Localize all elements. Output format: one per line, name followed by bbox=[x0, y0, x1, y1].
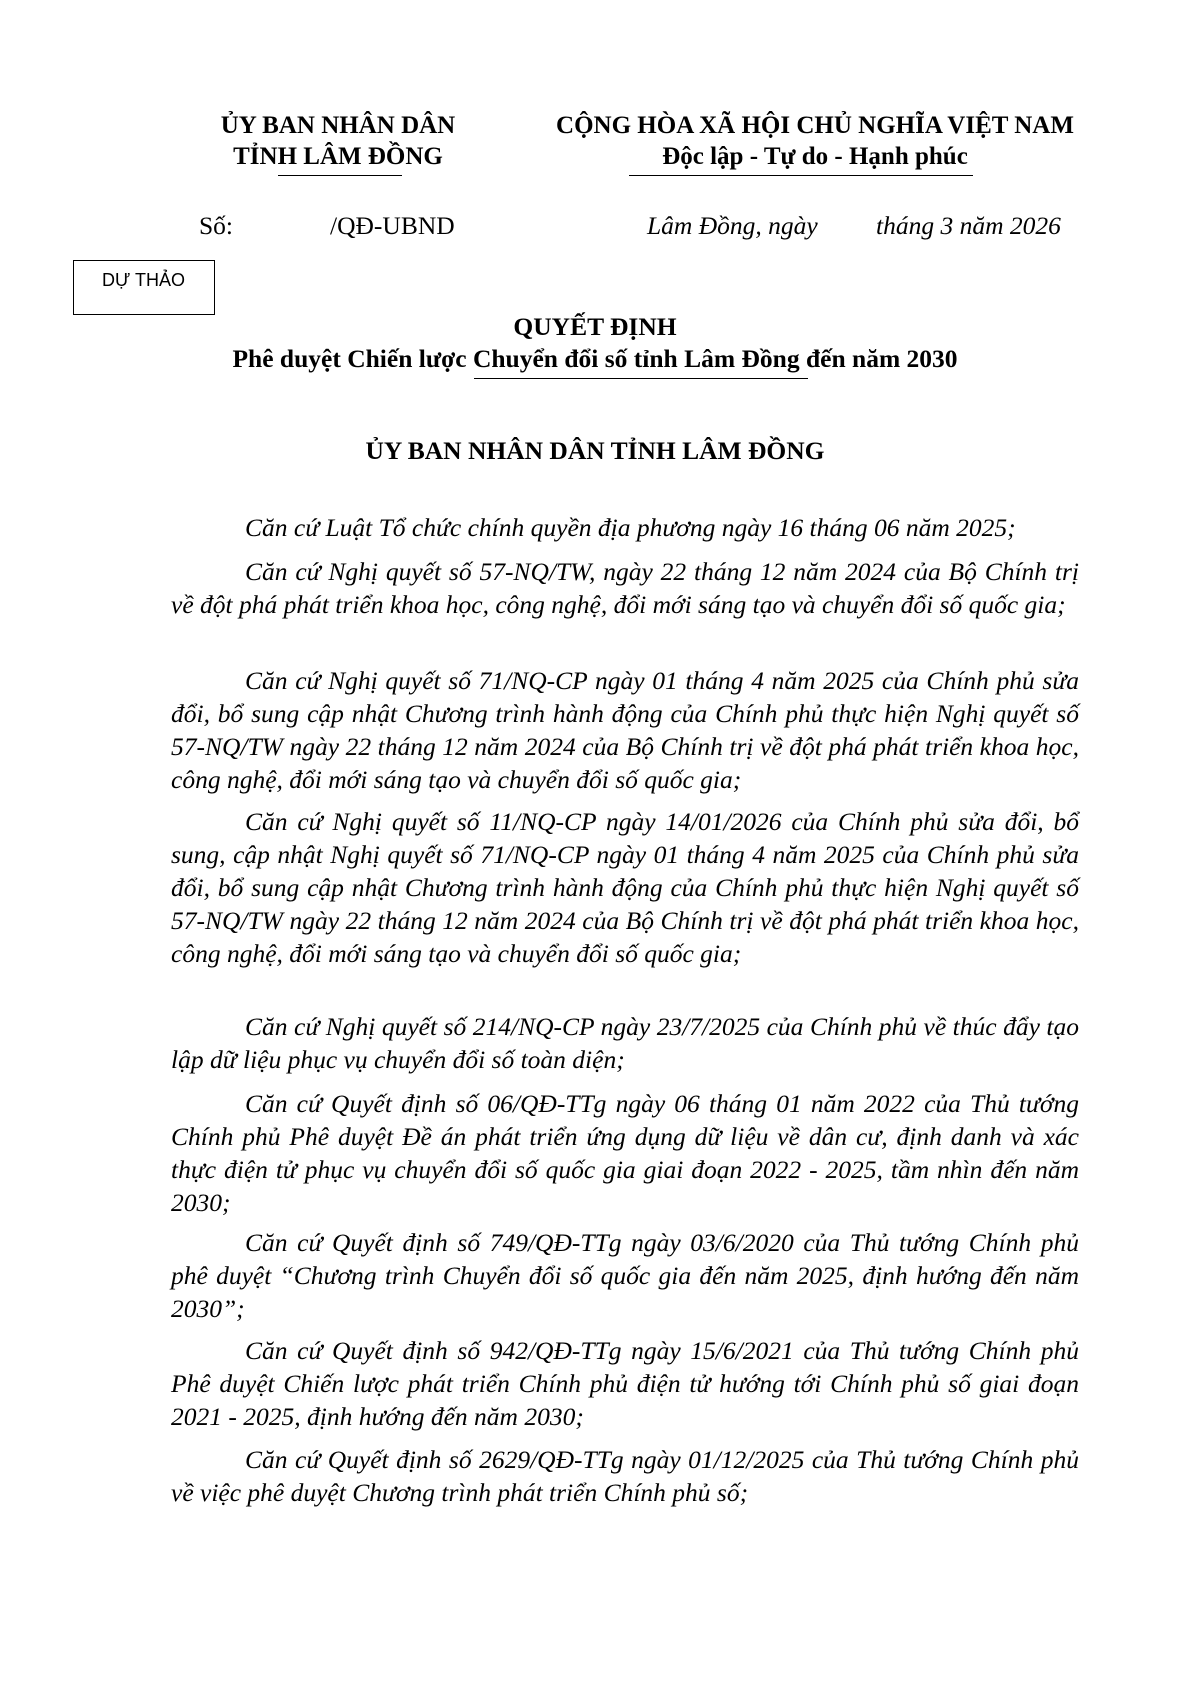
national-motto: Độc lập - Tự do - Hạnh phúc bbox=[662, 143, 968, 170]
legal-basis-7: Căn cứ Quyết định số 749/QĐ-TTg ngày 03/6/2020 của Thủ tướng Chính phủ phê duyệt “Chương trình Chuyển đổi số quốc gia đến năm 2025, định hướng đến năm 2030”; bbox=[171, 1228, 1079, 1323]
legal-basis-9: Căn cứ Quyết định số 2629/QĐ-TTg ngày 01/12/2025 của Thủ tướng Chính phủ về việc phê duyệt Chương trình phát triển Chính phủ số; bbox=[171, 1445, 1079, 1507]
national-title: CỘNG HÒA XÃ HỘI CHỦ NGHĨA VIỆT NAM bbox=[556, 112, 1074, 139]
legal-basis-6: Căn cứ Quyết định số 06/QĐ-TTg ngày 06 tháng 01 năm 2022 của Thủ tướng Chính phủ Phê duyệt Đề án phát triển ứng dụng dữ liệu về dân cư, định danh và xác thực điện tử phục vụ chuyển đổi số quốc gia giai đoạn 2022 - 2025, tầm nhìn đến năm 2030; bbox=[171, 1089, 1079, 1217]
date-place: Lâm Đồng, ngày bbox=[647, 211, 818, 240]
legal-basis-8: Căn cứ Quyết định số 942/QĐ-TTg ngày 15/6/2021 của Thủ tướng Chính phủ Phê duyệt Chiến lược phát triển Chính phủ điện tử hướng tới Chính phủ số giai đoạn 2021 - 2025, định hướng đến năm 2030; bbox=[171, 1336, 1079, 1431]
draft-stamp bbox=[73, 260, 215, 315]
issuing-authority: ỦY BAN NHÂN DÂN TỈNH LÂM ĐỒNG bbox=[365, 436, 825, 465]
province-name: TỈNH LÂM ĐỒNG bbox=[233, 143, 443, 170]
doc-number-code: /QĐ-UBND bbox=[330, 211, 455, 240]
agency-name: ỦY BAN NHÂN DÂN bbox=[220, 112, 456, 139]
draft-label: DỰ THẢO bbox=[102, 270, 186, 290]
legal-basis-1: Căn cứ Luật Tổ chức chính quyền địa phương ngày 16 tháng 06 năm 2025; bbox=[245, 513, 1016, 542]
legal-basis-4: Căn cứ Nghị quyết số 11/NQ-CP ngày 14/01/2026 của Chính phủ sửa đổi, bổ sung, cập nhật Nghị quyết số 71/NQ-CP ngày 01 tháng 4 năm 2025 của Chính phủ sửa đổi, bổ sung cập nhật Chương trình hành động của Chính phủ thực hiện Nghị quyết số 57-NQ/TW ngày 22 tháng 12 năm 2024 của Bộ Chính trị về đột phá phát triển khoa học, công nghệ, đổi mới sáng tạo và chuyển đổi số quốc gia; bbox=[171, 807, 1079, 968]
doc-number-label: Số: bbox=[199, 211, 234, 240]
date-month-year: tháng 3 năm 2026 bbox=[876, 211, 1061, 240]
left-header-underline bbox=[278, 175, 402, 176]
decision-subtitle: Phê duyệt Chiến lược Chuyển đổi số tỉnh Lâm Đồng đến năm 2030 bbox=[232, 344, 958, 373]
motto-underline bbox=[629, 175, 973, 176]
legal-basis-3: Căn cứ Nghị quyết số 71/NQ-CP ngày 01 tháng 4 năm 2025 của Chính phủ sửa đổi, bổ sung cập nhật Chương trình hành động của Chính phủ thực hiện Nghị quyết số 57-NQ/TW ngày 22 tháng 12 năm 2024 của Bộ Chính trị về đột phá phát triển khoa học, công nghệ, đổi mới sáng tạo và chuyển đổi số quốc gia; bbox=[171, 666, 1079, 794]
legal-basis-2: Căn cứ Nghị quyết số 57-NQ/TW, ngày 22 tháng 12 năm 2024 của Bộ Chính trị về đột phá phát triển khoa học, công nghệ, đổi mới sáng tạo và chuyển đổi số quốc gia; bbox=[171, 557, 1079, 619]
legal-basis-5: Căn cứ Nghị quyết số 214/NQ-CP ngày 23/7/2025 của Chính phủ về thúc đẩy tạo lập dữ liệu phục vụ chuyển đổi số toàn diện; bbox=[171, 1012, 1079, 1074]
decision-title: QUYẾT ĐỊNH bbox=[513, 312, 677, 341]
title-underline bbox=[474, 378, 808, 379]
